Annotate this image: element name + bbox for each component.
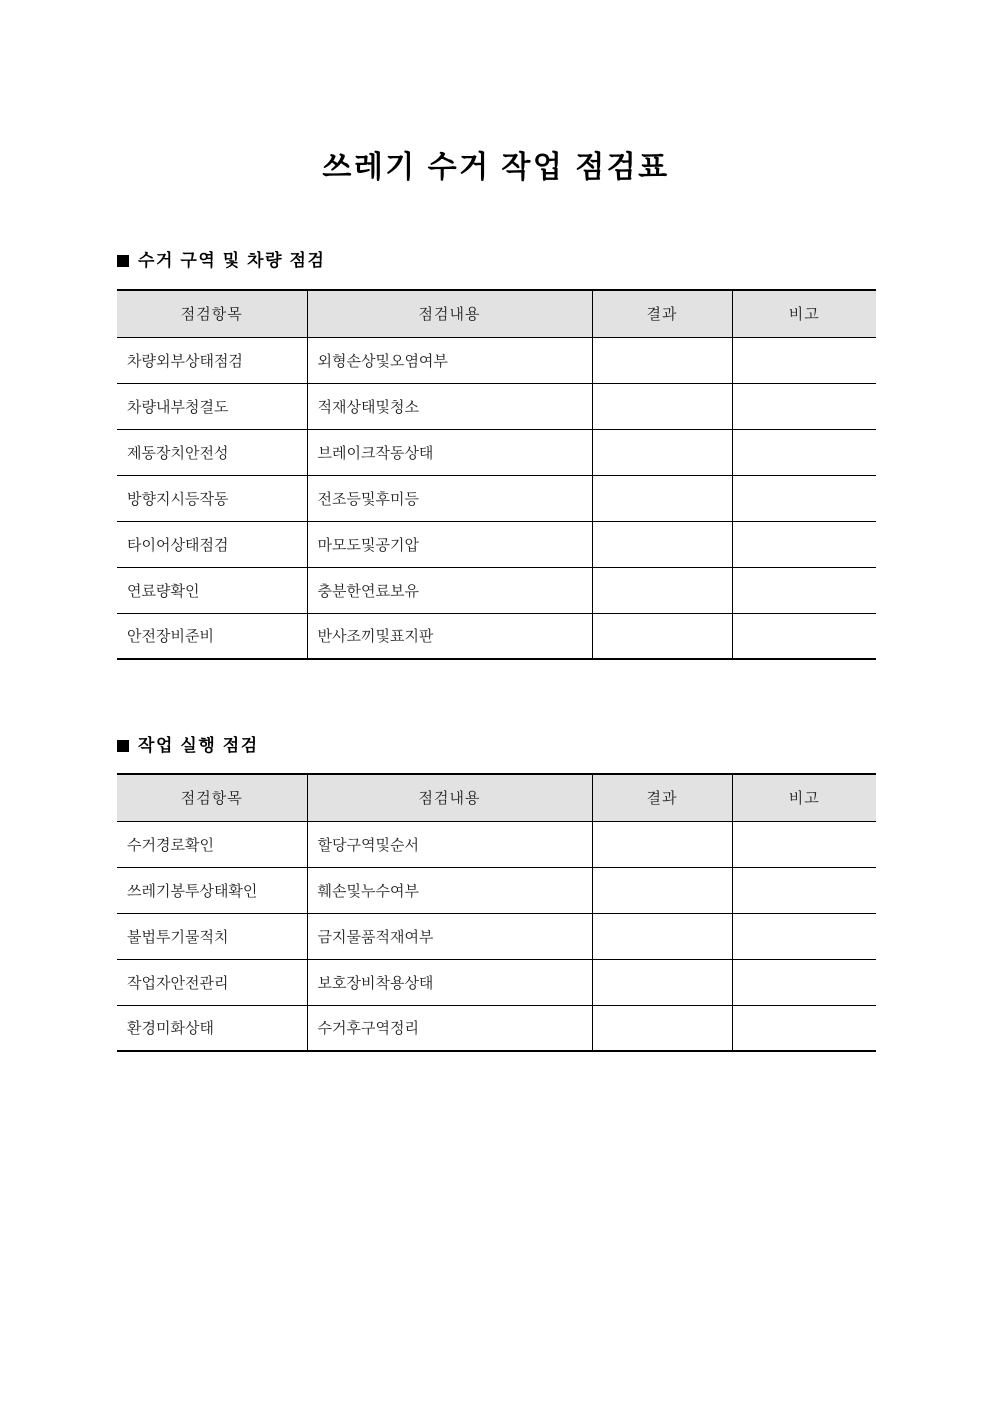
cell-result[interactable] [592,383,732,429]
cell-item: 방향지시등작동 [117,475,307,521]
table-row [117,475,876,521]
cell-item: 제동장치안전성 [117,429,307,475]
cell-content: 보호장비착용상태 [307,959,592,1005]
section-heading-2-label: 작업 실행 점검 [138,736,259,755]
cell-item: 차량내부청결도 [117,383,307,429]
cell-content: 반사조끼및표지판 [307,613,592,659]
cell-note[interactable] [732,613,876,659]
cell-content: 전조등및후미등 [307,475,592,521]
cell-item: 작업자안전관리 [117,959,307,1005]
cell-result[interactable] [592,613,732,659]
cell-result[interactable] [592,913,732,959]
cell-content: 수거후구역정리 [307,1005,592,1051]
cell-content: 금지물품적재여부 [307,913,592,959]
cell-result[interactable] [592,1005,732,1051]
cell-content: 할당구역및순서 [307,821,592,867]
cell-item: 환경미화상태 [117,1005,307,1051]
cell-note[interactable] [732,959,876,1005]
cell-content: 브레이크작동상태 [307,429,592,475]
table-row [117,821,876,867]
table-row [117,1005,876,1051]
table-header-row [117,290,876,337]
cell-note[interactable] [732,567,876,613]
cell-note[interactable] [732,475,876,521]
cell-note[interactable] [732,1005,876,1051]
cell-content: 훼손및누수여부 [307,867,592,913]
cell-note[interactable] [732,521,876,567]
cell-result[interactable] [592,429,732,475]
square-bullet-icon [117,255,129,267]
table-row [117,567,876,613]
cell-result[interactable] [592,959,732,1005]
table-row [117,913,876,959]
cell-note[interactable] [732,867,876,913]
cell-item: 안전장비준비 [117,613,307,659]
section-heading-1 [117,252,326,269]
column-header-result: 결과 [592,774,732,821]
cell-content: 외형손상및오염여부 [307,337,592,383]
section-heading-2 [117,737,259,754]
table-row [117,867,876,913]
cell-item: 불법투기물적치 [117,913,307,959]
column-header-note: 비고 [732,774,876,821]
cell-item: 연료량확인 [117,567,307,613]
cell-note[interactable] [732,821,876,867]
cell-content: 적재상태및청소 [307,383,592,429]
cell-note[interactable] [732,337,876,383]
cell-result[interactable] [592,567,732,613]
cell-result[interactable] [592,821,732,867]
table-row [117,383,876,429]
cell-content: 마모도및공기압 [307,521,592,567]
column-header-content: 점검내용 [307,290,592,337]
table-header-row [117,774,876,821]
cell-item: 수거경로확인 [117,821,307,867]
column-header-content: 점검내용 [307,774,592,821]
table-row [117,959,876,1005]
table-row [117,613,876,659]
cell-result[interactable] [592,521,732,567]
cell-result[interactable] [592,475,732,521]
cell-content: 충분한연료보유 [307,567,592,613]
section-heading-1-label: 수거 구역 및 차량 점검 [138,251,326,270]
inspection-table-vehicle [117,289,876,660]
inspection-table-operation [117,773,876,1052]
cell-item: 타이어상태점검 [117,521,307,567]
table-row [117,337,876,383]
cell-note[interactable] [732,913,876,959]
cell-result[interactable] [592,337,732,383]
column-header-item: 점검항목 [117,290,307,337]
cell-item: 차량외부상태점검 [117,337,307,383]
column-header-result: 결과 [592,290,732,337]
cell-item: 쓰레기봉투상태확인 [117,867,307,913]
cell-result[interactable] [592,867,732,913]
cell-note[interactable] [732,429,876,475]
column-header-item: 점검항목 [117,774,307,821]
table-row [117,521,876,567]
square-bullet-icon [117,740,129,752]
page-title: 쓰레기 수거 작업 점검표 [322,151,670,185]
column-header-note: 비고 [732,290,876,337]
cell-note[interactable] [732,383,876,429]
table-row [117,429,876,475]
